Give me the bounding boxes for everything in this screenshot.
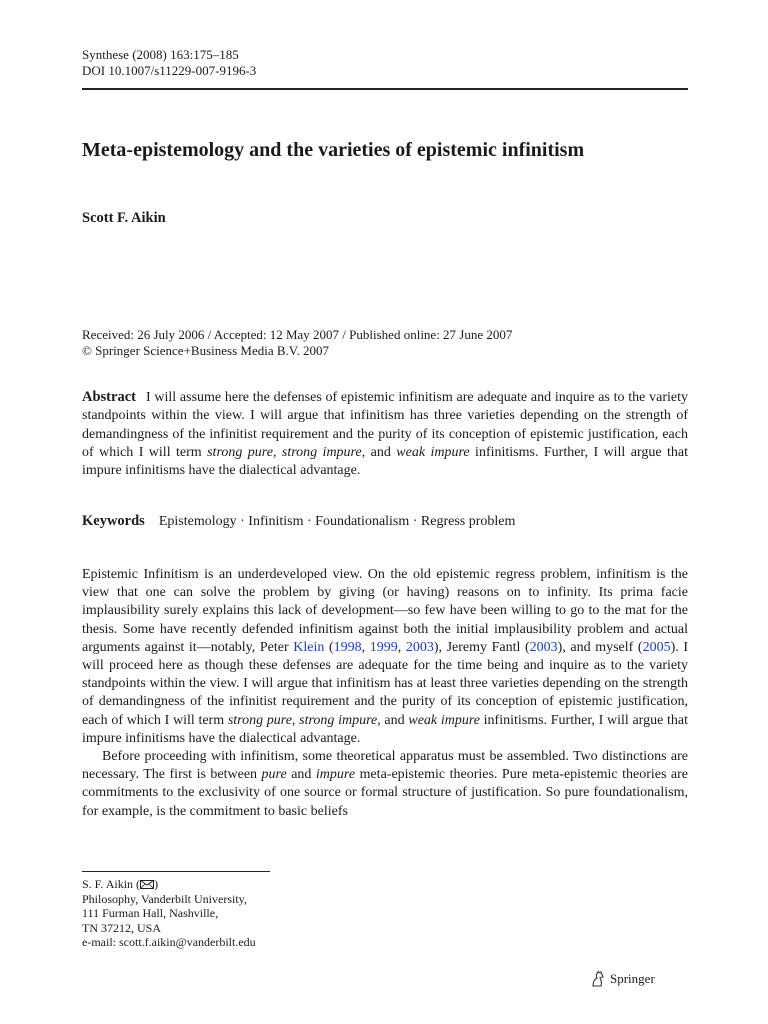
- emphasis: impure: [315, 767, 356, 783]
- paragraph-text: , and: [377, 712, 409, 728]
- paragraph-text: ,: [397, 639, 406, 655]
- paragraph-text: meta-epistemic theories. Pure meta-epistemic theories are commitments to the exclusivity of one source or formal structure of justification. So pure foundationalism, for example, is the commitment to basic beliefs: [82, 767, 688, 819]
- envelope-icon[interactable]: [140, 878, 154, 887]
- keywords: [82, 512, 515, 531]
- footnote-email[interactable]: e-mail: scott.f.aikin@vanderbilt.edu: [82, 935, 256, 949]
- abstract-emphasis: weak impure: [396, 444, 470, 460]
- footnote-name-close: ): [154, 877, 159, 891]
- dates-line: Received: 26 July 2006 / Accepted: 12 May 2007 / Published online: 27 June 2007: [82, 327, 513, 342]
- footnote-line: TN 37212, USA: [82, 920, 162, 935]
- abstract-text: , and: [361, 444, 397, 460]
- citation-link[interactable]: Klein: [293, 639, 325, 655]
- author-affiliation: [82, 877, 256, 950]
- emphasis: strong pure: [227, 712, 292, 728]
- author-name: Scott F. Aikin: [82, 210, 166, 226]
- footnote-line: Philosophy, Vanderbilt University,: [82, 891, 247, 906]
- article-title: Meta-epistemology and the varieties of epistemic infinitism: [82, 139, 585, 161]
- publisher-name: Springer: [610, 971, 655, 986]
- paragraph-text: ,: [291, 712, 300, 728]
- emphasis: strong impure: [299, 712, 378, 728]
- abstract: [82, 388, 688, 480]
- abstract-heading: Abstract: [82, 389, 136, 405]
- publication-dates: [82, 327, 512, 359]
- journal-header: [82, 47, 256, 79]
- paragraph: [82, 748, 688, 821]
- abstract-text: infinitisms. Further, I will argue that impure infinitisms have the dialectical advantage.: [82, 444, 688, 479]
- paragraph-text: Epistemic Infinitism is an underdeveloped view. On the old epistemic regress problem, infinitism is the view that one can solve the problem by giving (or having) reasons on to infinity. Its prima facie implausibility surely explains this lack of development—so few have been willing to go to the mat for the thesis. Some have recently defended infinitism against both the initial implausibility problem and actual arguments against it—notably, Peter: [82, 567, 688, 655]
- abstract-text: I will assume here the defenses of epistemic infinitism are adequate and inquire as to the variety standpoints within the view. I will argue that infinitism has three varieties depending on the strength of demandingness of the infinitist requirement and the purity of its conception of epistemic justification, each of which I will term: [82, 390, 688, 460]
- header-rule: [82, 88, 688, 90]
- citation-link[interactable]: 2005: [642, 639, 671, 655]
- doi: DOI 10.1007/s11229-007-9196-3: [82, 63, 257, 78]
- footnote-rule: [82, 871, 270, 872]
- citation-link[interactable]: 1999: [369, 639, 398, 655]
- paragraph-text: ). I will proceed here as though these defenses are adequate for the time being and inquire as to the variety standpoints within the view. I will argue that infinitism has at least three varieties depending on the strength of demandingness of the infinitist requirement and the purity of its conception of epistemic justification, each of which I will term: [82, 639, 689, 728]
- abstract-emphasis: strong pure, strong impure: [207, 444, 362, 460]
- paragraph-text: ), Jeremy Fantl (: [433, 639, 530, 655]
- citation-link[interactable]: 2003: [529, 639, 558, 655]
- paragraph-text: (: [324, 639, 334, 655]
- footnote-name: S. F. Aikin (: [82, 877, 141, 891]
- springer-horse-icon: [590, 970, 606, 988]
- body-text: [82, 566, 688, 821]
- paragraph-text: and: [286, 767, 316, 783]
- paragraph-text: ,: [361, 639, 370, 655]
- footnote-name-line: [82, 877, 256, 892]
- journal-citation: Synthese (2008) 163:175–185: [82, 47, 239, 62]
- publisher-logo: [590, 970, 655, 988]
- copyright-line: © Springer Science+Business Media B.V. 2007: [82, 343, 329, 358]
- paragraph: [82, 566, 688, 748]
- emphasis: weak impure: [408, 712, 480, 728]
- paragraph-text: Before proceeding with infinitism, some theoretical apparatus must be assembled. Two distinctions are necessary. The first is between: [82, 749, 688, 783]
- paragraph-text: ), and myself (: [557, 639, 643, 655]
- keywords-heading: Keywords: [82, 513, 145, 529]
- emphasis: pure: [261, 767, 287, 783]
- footnote-line: 111 Furman Hall, Nashville,: [82, 906, 219, 920]
- citation-link[interactable]: 1998: [333, 639, 362, 655]
- keywords-list: Epistemology · Infinitism · Foundationalism · Regress problem: [158, 514, 516, 529]
- citation-link[interactable]: 2003: [405, 639, 434, 655]
- paragraph-text: infinitisms. Further, I will argue that impure infinitisms have the dialectical advantage.: [82, 712, 688, 746]
